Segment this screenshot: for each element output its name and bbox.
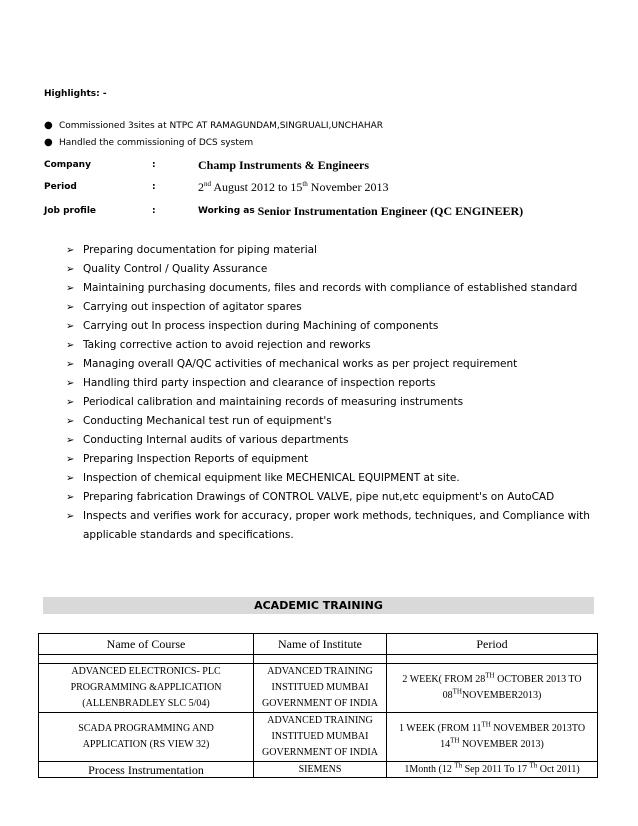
duty-text: Carrying out inspection of agitator spares (83, 301, 302, 313)
duty-item (66, 260, 606, 279)
duty-text: Quality Control / Quality Assurance (83, 263, 268, 275)
duty-text: Managing overall QA/QC activities of mechanical works as per project requirement (83, 358, 518, 370)
job-profile-colon: : (152, 206, 156, 216)
job-profile-value: Senior Instrumentation Engineer (QC ENGINEER) (257, 203, 524, 218)
course-cell: Process Instrumentation (39, 762, 254, 778)
period-cell: 1Month (12 $^{Th}$ Sep 2011 To 17 $^{Th}$ Oct 2011) (387, 762, 598, 778)
duty-item (66, 412, 606, 431)
duty-item (66, 298, 606, 317)
duty-text: Maintaining purchasing documents, files and records with compliance of established standard (83, 282, 578, 294)
header-institute: Name of Institute (254, 634, 387, 655)
highlights-heading: Highlights: - (44, 89, 107, 99)
job-profile-prefix: Working as (198, 206, 255, 216)
duty-text: Inspects and verifies work for accuracy, proper work methods, techniques, and Compliance with applicable standards and specifications. (83, 510, 590, 541)
company-value: Champ Instruments & Engineers (198, 157, 370, 172)
duty-text: Conducting Internal audits of various departments (83, 434, 349, 446)
duty-item (66, 317, 606, 336)
duty-text: Conducting Mechanical test run of equipment's (83, 415, 332, 427)
duty-item (66, 279, 606, 298)
period-cell: 2 WEEK( FROM 28TH OCTOBER 2013 TO 08THNOVEMBER2013) (387, 664, 598, 713)
table-header-row (39, 634, 598, 655)
period-cell: 1 WEEK (FROM 11TH NOVEMBER 2013TO 14TH NOVEMBER 2013) (387, 713, 598, 762)
bullet-icon: ● (44, 120, 53, 131)
duty-text: Preparing Inspection Reports of equipment (83, 453, 309, 465)
arrow-bullet-icon: ➢ (66, 245, 75, 256)
academic-training-heading: ACADEMIC TRAINING (43, 597, 594, 614)
period-colon: : (152, 182, 156, 192)
arrow-bullet-icon: ➢ (66, 283, 75, 294)
highlight-text: Commissioned 3sites at NTPC AT RAMAGUNDAM,SINGRUALI,UNCHAHAR (59, 120, 384, 131)
arrow-bullet-icon: ➢ (66, 492, 75, 503)
arrow-bullet-icon: ➢ (66, 473, 75, 484)
duty-item (66, 393, 606, 412)
arrow-bullet-icon: ➢ (66, 416, 75, 427)
course-cell: ADVANCED ELECTRONICS- PLC PROGRAMMING &APPLICATION (ALLENBRADLEY SLC 5/04) (39, 664, 254, 713)
arrow-bullet-icon: ➢ (66, 397, 75, 408)
arrow-bullet-icon: ➢ (66, 378, 75, 389)
duty-text: Preparing documentation for piping material (83, 244, 317, 256)
arrow-bullet-icon: ➢ (66, 302, 75, 313)
company-label: Company (44, 160, 91, 170)
duty-item (66, 336, 606, 355)
highlight-text: Handled the commissioning of DCS system (59, 137, 254, 148)
table-spacer-row (39, 655, 598, 664)
company-colon: : (152, 160, 156, 170)
highlight-item (44, 134, 383, 151)
duty-item (66, 488, 606, 507)
highlights-list (44, 117, 383, 151)
arrow-bullet-icon: ➢ (66, 264, 75, 275)
arrow-bullet-icon: ➢ (66, 359, 75, 370)
header-period: Period (387, 634, 598, 655)
duty-text: Handling third party inspection and clearance of inspection reports (83, 377, 436, 389)
arrow-bullet-icon: ➢ (66, 435, 75, 446)
arrow-bullet-icon: ➢ (66, 454, 75, 465)
period-row (44, 178, 388, 196)
job-profile-row (44, 202, 523, 220)
period-label: Period (44, 182, 77, 192)
duty-item (66, 507, 606, 545)
duty-item (66, 450, 606, 469)
job-profile-label: Job profile (44, 206, 97, 216)
duty-text: Carrying out In process inspection during Machining of components (83, 320, 439, 332)
arrow-bullet-icon: ➢ (66, 511, 75, 522)
duty-item (66, 241, 606, 260)
duty-item (66, 374, 606, 393)
institute-cell: ADVANCED TRAINING INSTITUED MUMBAI GOVERNMENT OF INDIA (254, 664, 387, 713)
table-row (39, 664, 598, 713)
company-row (44, 156, 369, 174)
highlight-item (44, 117, 383, 134)
duty-item (66, 431, 606, 450)
arrow-bullet-icon: ➢ (66, 340, 75, 351)
duty-text: Inspection of chemical equipment like MECHENICAL EQUIPMENT at site. (83, 472, 460, 484)
duty-item (66, 469, 606, 488)
duty-text: Preparing fabrication Drawings of CONTROL VALVE, pipe nut,etc equipment's on AutoCAD (83, 491, 555, 503)
duty-item (66, 355, 606, 374)
course-cell: SCADA PROGRAMMING AND APPLICATION (RS VIEW 32) (39, 713, 254, 762)
institute-cell: SIEMENS (254, 762, 387, 778)
header-course: Name of Course (39, 634, 254, 655)
table-row (39, 713, 598, 762)
institute-cell: ADVANCED TRAINING INSTITUED MUMBAI GOVERNMENT OF INDIA (254, 713, 387, 762)
arrow-bullet-icon: ➢ (66, 321, 75, 332)
academic-training-table (38, 633, 598, 778)
duty-text: Taking corrective action to avoid rejection and reworks (83, 339, 371, 351)
duty-text: Periodical calibration and maintaining records of measuring instruments (83, 396, 464, 408)
table-row (39, 762, 598, 778)
duties-list (66, 241, 606, 545)
period-value: 2nd August 2012 to 15th November 2013 (198, 179, 389, 194)
bullet-icon: ● (44, 137, 53, 148)
